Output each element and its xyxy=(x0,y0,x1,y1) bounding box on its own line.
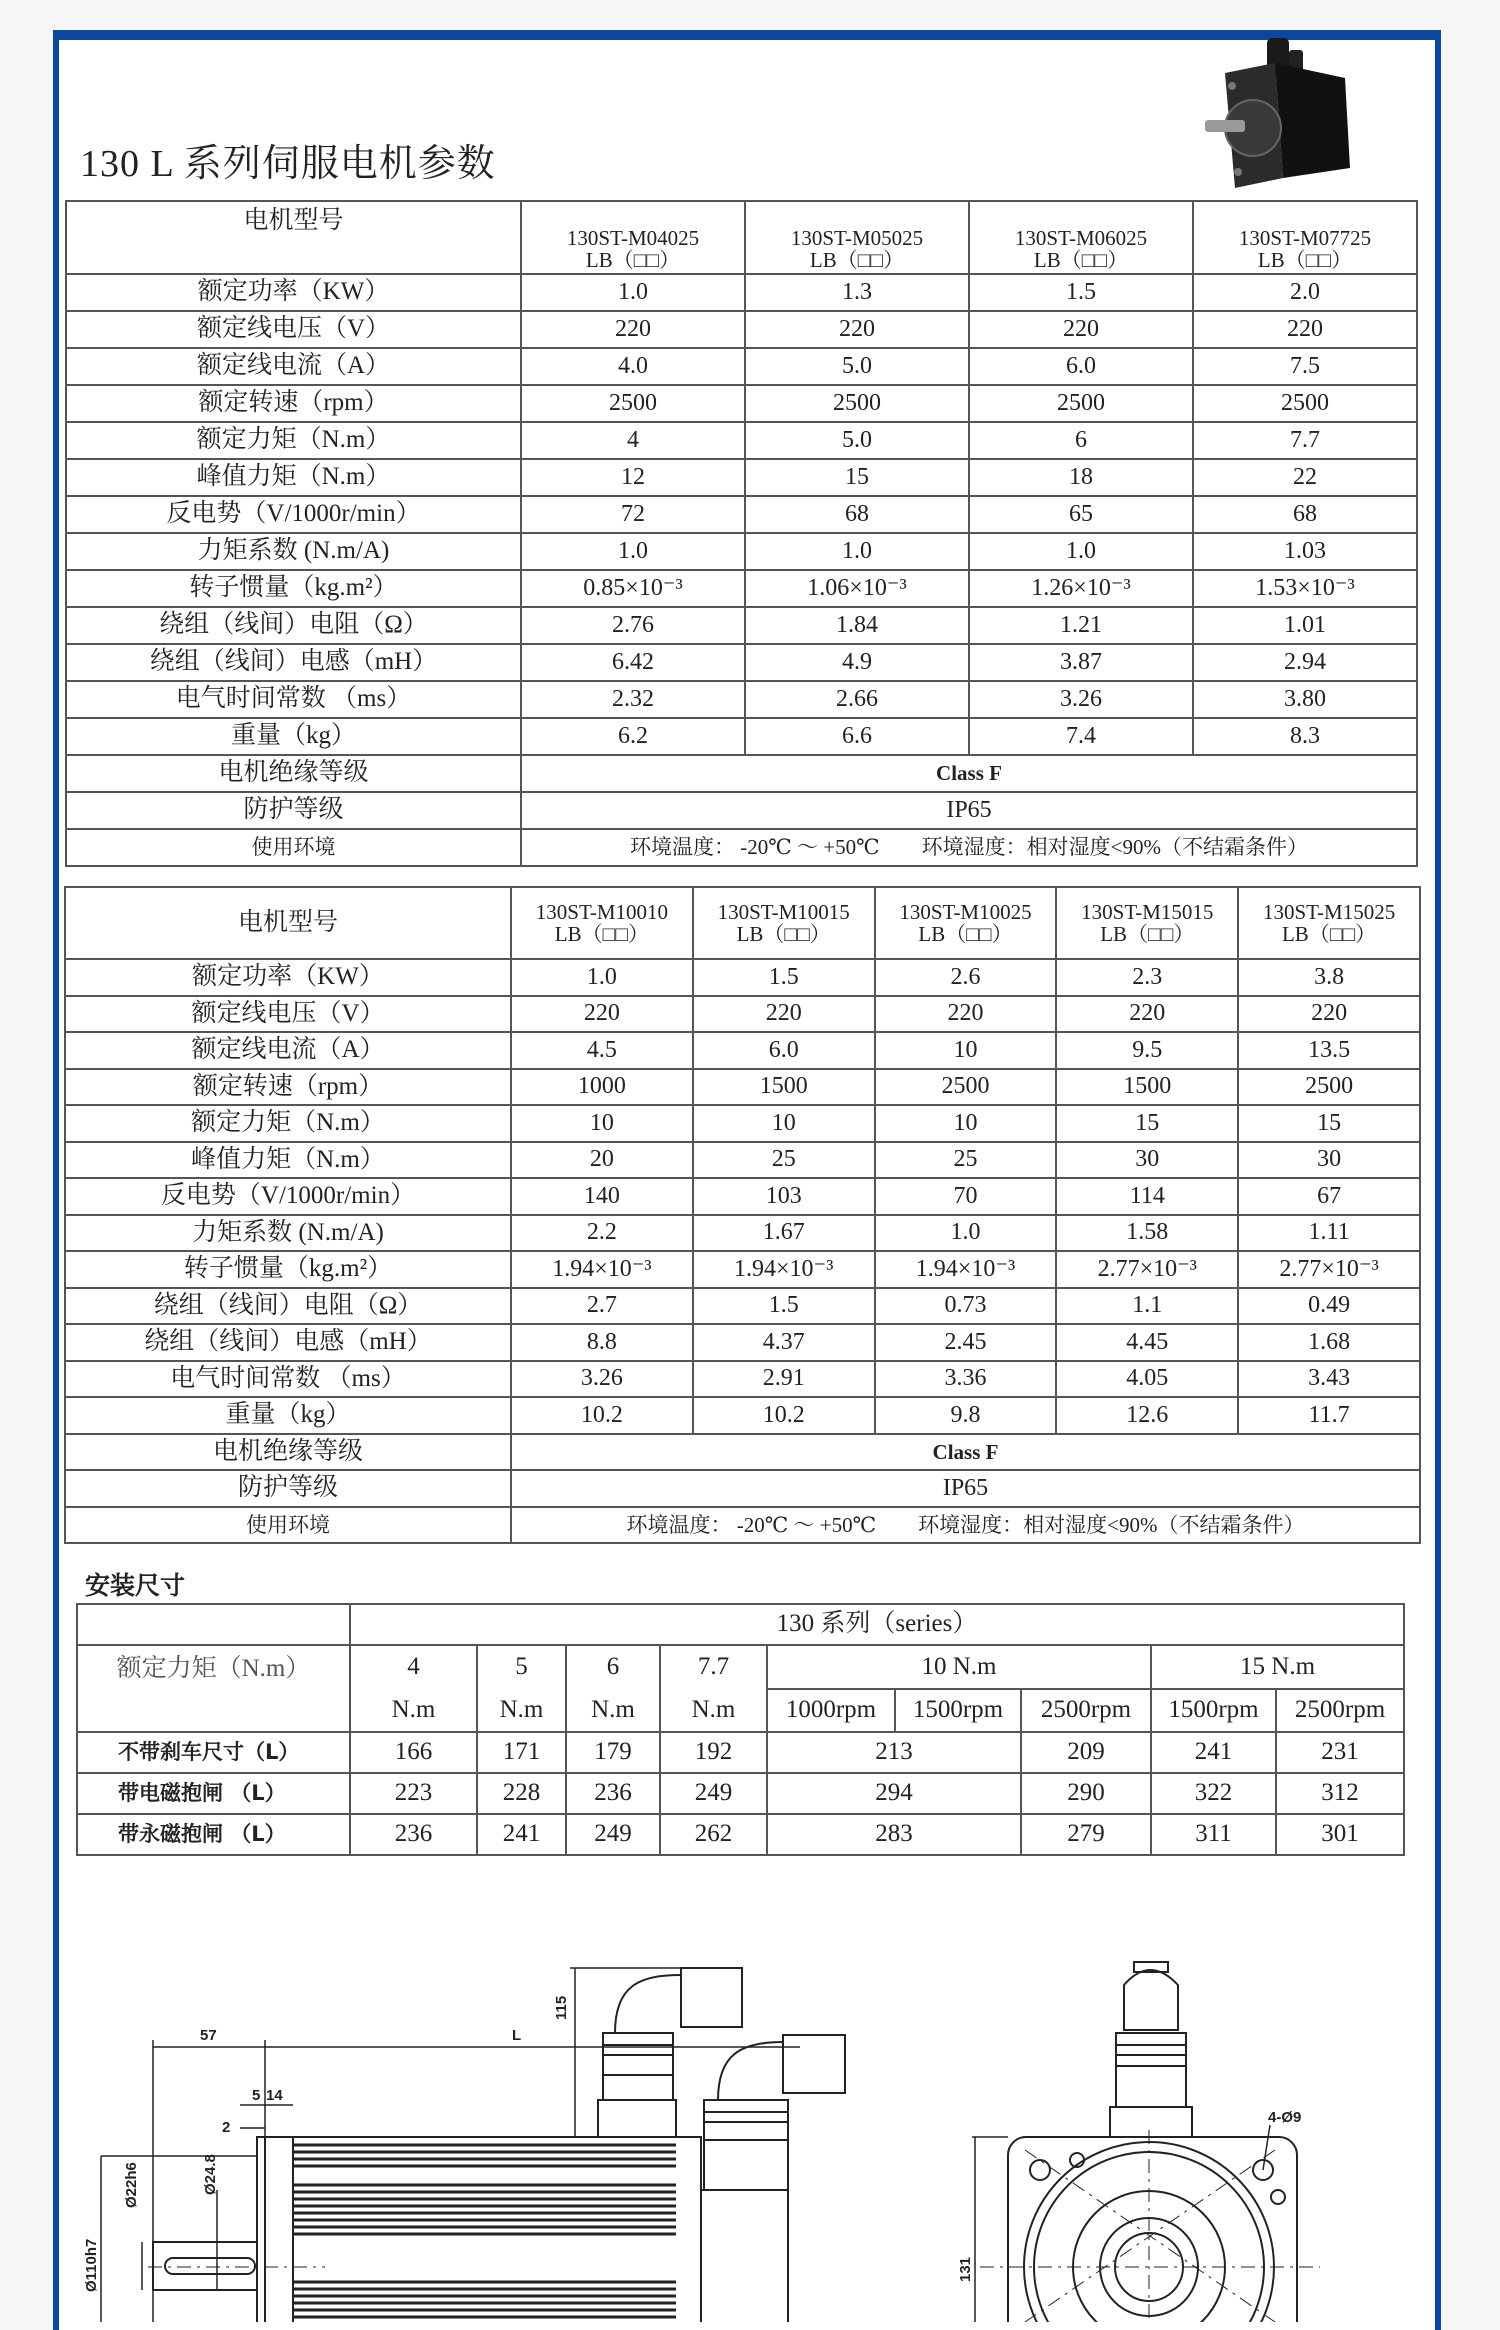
value-cell: 220 xyxy=(969,311,1193,348)
value-cell: 1.0 xyxy=(745,533,969,570)
value-cell: 3.80 xyxy=(1193,681,1417,718)
value-cell: 220 xyxy=(521,311,745,348)
value-cell: 2500 xyxy=(1193,385,1417,422)
value-cell: 2.45 xyxy=(875,1324,1057,1361)
value-cell: 209 xyxy=(1021,1732,1151,1773)
value-cell: 0.49 xyxy=(1238,1288,1420,1325)
value-cell: 236 xyxy=(566,1773,660,1814)
value-cell: 6.2 xyxy=(521,718,745,755)
value-cell: 2.66 xyxy=(745,681,969,718)
environment-label: 使用环境 xyxy=(66,829,521,866)
table-row xyxy=(65,1178,1420,1215)
model-name: 130ST-M06025 xyxy=(1014,225,1148,250)
protection-value: IP65 xyxy=(511,1470,1420,1507)
model-header-cell xyxy=(511,887,693,959)
value-cell: 30 xyxy=(1238,1142,1420,1179)
side-view-drawing xyxy=(101,1968,845,2322)
value-cell: 2500 xyxy=(969,385,1193,422)
dim-115: 115 xyxy=(553,1995,570,2020)
value-cell: 192 xyxy=(660,1732,767,1773)
value-cell: 1.94×10⁻³ xyxy=(693,1251,875,1288)
model-name: 130ST-M05025 xyxy=(790,225,924,250)
row-label: 电气时间常数 （ms） xyxy=(65,1361,511,1398)
value-cell: 10.2 xyxy=(511,1397,693,1434)
environment-value: 环境温度： -20℃ ～ +50℃ 环境湿度：相对湿度<90%（不结霜条件） xyxy=(521,829,1417,866)
value-cell: 9.5 xyxy=(1056,1032,1238,1069)
table-row xyxy=(66,385,1417,422)
value-cell: 15 xyxy=(1056,1105,1238,1142)
value-cell: 1.84 xyxy=(745,607,969,644)
table-row xyxy=(65,1397,1420,1434)
value-cell: 2.77×10⁻³ xyxy=(1238,1251,1420,1288)
value-cell: 220 xyxy=(745,311,969,348)
environment-row xyxy=(66,829,1417,866)
table-row xyxy=(65,1032,1420,1069)
value-cell: 0.73 xyxy=(875,1288,1057,1325)
dim-22h6: Ø22h6 xyxy=(123,2162,140,2208)
model-header-label: 电机型号 xyxy=(66,201,521,274)
torque-cell xyxy=(566,1645,660,1732)
row-label: 带永磁抱闸 （L） xyxy=(77,1814,350,1855)
row-label: 力矩系数 (N.m/A) xyxy=(65,1215,511,1252)
dim-5: 5 xyxy=(252,2087,261,2104)
dim-110h7: Ø110h7 xyxy=(83,2238,100,2292)
value-cell: 25 xyxy=(693,1142,875,1179)
value-cell: 0.85×10⁻³ xyxy=(521,570,745,607)
row-label: 额定力矩（N.m） xyxy=(66,422,521,459)
insulation-row xyxy=(65,1434,1420,1471)
value-cell: 4.45 xyxy=(1056,1324,1238,1361)
value-cell: 2.0 xyxy=(1193,274,1417,311)
value-cell: 3.43 xyxy=(1238,1361,1420,1398)
value-cell: 220 xyxy=(875,996,1057,1033)
model-header-cell xyxy=(1238,887,1420,959)
value-cell: 6.0 xyxy=(969,348,1193,385)
value-cell: 1.53×10⁻³ xyxy=(1193,570,1417,607)
value-cell: 166 xyxy=(350,1732,477,1773)
value-cell: 3.36 xyxy=(875,1361,1057,1398)
value-cell: 241 xyxy=(1151,1732,1276,1773)
value-cell: 262 xyxy=(660,1814,767,1855)
table-row xyxy=(66,718,1417,755)
row-label: 额定转速（rpm） xyxy=(66,385,521,422)
value-cell: 220 xyxy=(693,996,875,1033)
value-cell: 10.2 xyxy=(693,1397,875,1434)
value-cell: 10 xyxy=(511,1105,693,1142)
torque-unit: N.m xyxy=(499,1695,544,1723)
value-cell: 1000 xyxy=(511,1069,693,1106)
row-label: 带电磁抱闸 （L） xyxy=(77,1773,350,1814)
value-cell: 1.58 xyxy=(1056,1215,1238,1252)
value-cell: 220 xyxy=(1193,311,1417,348)
header-row xyxy=(66,201,1417,274)
value-cell: 171 xyxy=(477,1732,566,1773)
value-cell: 1.0 xyxy=(875,1215,1057,1252)
value-cell: 311 xyxy=(1151,1814,1276,1855)
value-cell: 283 xyxy=(767,1814,1021,1855)
row-label: 重量（kg） xyxy=(65,1397,511,1434)
model-header-cell xyxy=(1056,887,1238,959)
row-label: 电气时间常数 （ms） xyxy=(66,681,521,718)
table-row xyxy=(65,1069,1420,1106)
torque-cell xyxy=(660,1645,767,1732)
value-cell: 3.26 xyxy=(511,1361,693,1398)
model-name: 130ST-M07725 xyxy=(1238,225,1372,250)
model-suffix: LB（□□） xyxy=(1257,247,1353,272)
value-cell: 7.7 xyxy=(1193,422,1417,459)
value-cell: 294 xyxy=(767,1773,1021,1814)
torque-cell xyxy=(350,1645,477,1732)
model-name: 130ST-M10015 xyxy=(717,899,850,924)
dim-57: 57 xyxy=(200,2027,217,2044)
row-label: 反电势（V/1000r/min） xyxy=(66,496,521,533)
table-row xyxy=(65,1105,1420,1142)
value-cell: 4.0 xyxy=(521,348,745,385)
value-cell: 12.6 xyxy=(1056,1397,1238,1434)
value-cell: 7.4 xyxy=(969,718,1193,755)
value-cell: 8.8 xyxy=(511,1324,693,1361)
torque-label: 额定力矩（N.m） xyxy=(77,1645,350,1732)
value-cell: 114 xyxy=(1056,1178,1238,1215)
value-cell: 10 xyxy=(693,1105,875,1142)
row-label: 额定线电压（V） xyxy=(65,996,511,1033)
value-cell: 220 xyxy=(1056,996,1238,1033)
servo-motor-photo xyxy=(1205,38,1375,188)
value-cell: 10 xyxy=(875,1105,1057,1142)
row-label: 绕组（线间）电阻（Ω） xyxy=(66,607,521,644)
value-cell: 6.42 xyxy=(521,644,745,681)
value-cell: 11.7 xyxy=(1238,1397,1420,1434)
protection-row xyxy=(66,792,1417,829)
dim-2: 2 xyxy=(222,2119,231,2136)
table-row xyxy=(66,311,1417,348)
rpm-cell: 2500rpm xyxy=(1021,1689,1151,1733)
torque-row xyxy=(77,1645,1404,1689)
value-cell: 68 xyxy=(1193,496,1417,533)
value-cell: 1.01 xyxy=(1193,607,1417,644)
group-15nm: 15 N.m xyxy=(1151,1645,1404,1689)
model-name: 130ST-M10025 xyxy=(899,899,1032,924)
value-cell: 1.0 xyxy=(969,533,1193,570)
value-cell: 6.6 xyxy=(745,718,969,755)
value-cell: 2500 xyxy=(875,1069,1057,1106)
value-cell: 179 xyxy=(566,1732,660,1773)
spec-table-2 xyxy=(64,886,1421,1544)
insulation-row xyxy=(66,755,1417,792)
model-name: 130ST-M15015 xyxy=(1081,899,1214,924)
install-dimensions-table xyxy=(76,1603,1405,1856)
group-10nm: 10 N.m xyxy=(767,1645,1151,1689)
torque-cell xyxy=(477,1645,566,1732)
value-cell: 15 xyxy=(745,459,969,496)
model-header-cell xyxy=(969,201,1193,274)
value-cell: 103 xyxy=(693,1178,875,1215)
value-cell: 68 xyxy=(745,496,969,533)
model-suffix: LB（□□） xyxy=(736,922,831,946)
value-cell: 1.06×10⁻³ xyxy=(745,570,969,607)
model-header-cell xyxy=(693,887,875,959)
table-row xyxy=(66,496,1417,533)
table-row xyxy=(65,1215,1420,1252)
value-cell: 12 xyxy=(521,459,745,496)
value-cell: 2.77×10⁻³ xyxy=(1056,1251,1238,1288)
row-label: 重量（kg） xyxy=(66,718,521,755)
value-cell: 13.5 xyxy=(1238,1032,1420,1069)
row-label: 力矩系数 (N.m/A) xyxy=(66,533,521,570)
value-cell: 1500 xyxy=(1056,1069,1238,1106)
value-cell: 6.0 xyxy=(693,1032,875,1069)
table-row xyxy=(66,644,1417,681)
value-cell: 8.3 xyxy=(1193,718,1417,755)
value-cell: 5.0 xyxy=(745,348,969,385)
value-cell: 223 xyxy=(350,1773,477,1814)
row-label: 额定线电流（A） xyxy=(66,348,521,385)
row-label: 额定功率（KW） xyxy=(66,274,521,311)
value-cell: 1.0 xyxy=(521,533,745,570)
row-label: 额定线电流（A） xyxy=(65,1032,511,1069)
value-cell: 1.94×10⁻³ xyxy=(875,1251,1057,1288)
table-row xyxy=(65,1361,1420,1398)
model-header-cell xyxy=(745,201,969,274)
table-row xyxy=(77,1732,1404,1773)
table-row xyxy=(65,1142,1420,1179)
table-row xyxy=(65,959,1420,996)
value-cell: 301 xyxy=(1276,1814,1404,1855)
value-cell: 3.8 xyxy=(1238,959,1420,996)
row-label: 绕组（线间）电感（mH） xyxy=(66,644,521,681)
model-name: 130ST-M15025 xyxy=(1262,899,1396,924)
value-cell: 65 xyxy=(969,496,1193,533)
model-suffix: LB（□□） xyxy=(1100,922,1195,946)
value-cell: 67 xyxy=(1238,1178,1420,1215)
value-cell: 2.94 xyxy=(1193,644,1417,681)
value-cell: 290 xyxy=(1021,1773,1151,1814)
value-cell: 30 xyxy=(1056,1142,1238,1179)
model-name: 130ST-M04025 xyxy=(566,225,700,250)
value-cell: 241 xyxy=(477,1814,566,1855)
value-cell: 2500 xyxy=(1238,1069,1420,1106)
header-row xyxy=(65,887,1420,959)
value-cell: 228 xyxy=(477,1773,566,1814)
value-cell: 249 xyxy=(566,1814,660,1855)
value-cell: 4.05 xyxy=(1056,1361,1238,1398)
table-row xyxy=(66,348,1417,385)
value-cell: 70 xyxy=(875,1178,1057,1215)
value-cell: 2.3 xyxy=(1056,959,1238,996)
value-cell: 20 xyxy=(511,1142,693,1179)
value-cell: 72 xyxy=(521,496,745,533)
environment-row xyxy=(65,1507,1420,1544)
value-cell: 231 xyxy=(1276,1732,1404,1773)
protection-value: IP65 xyxy=(521,792,1417,829)
row-label: 转子惯量（kg.m²） xyxy=(66,570,521,607)
table-row xyxy=(65,1251,1420,1288)
protection-row xyxy=(65,1470,1420,1507)
value-cell: 6 xyxy=(969,422,1193,459)
value-cell: 22 xyxy=(1193,459,1417,496)
value-cell: 249 xyxy=(660,1773,767,1814)
model-header-label: 电机型号 xyxy=(65,887,511,959)
value-cell: 2.32 xyxy=(521,681,745,718)
rpm-cell: 1500rpm xyxy=(1151,1689,1276,1733)
value-cell: 4.9 xyxy=(745,644,969,681)
value-cell: 1.5 xyxy=(693,959,875,996)
model-header-cell xyxy=(875,887,1057,959)
model-suffix: LB（□□） xyxy=(809,247,905,272)
row-label: 不带刹车尺寸（L） xyxy=(77,1732,350,1773)
value-cell: 2500 xyxy=(521,385,745,422)
model-suffix: LB（□□） xyxy=(918,922,1013,946)
model-name: 130ST-M10010 xyxy=(535,899,669,924)
value-cell: 140 xyxy=(511,1178,693,1215)
value-cell: 2.76 xyxy=(521,607,745,644)
value-cell: 4.5 xyxy=(511,1032,693,1069)
value-cell: 1.1 xyxy=(1056,1288,1238,1325)
value-cell: 1.03 xyxy=(1193,533,1417,570)
value-cell: 5.0 xyxy=(745,422,969,459)
table-row xyxy=(65,1324,1420,1361)
value-cell: 1.3 xyxy=(745,274,969,311)
value-cell: 279 xyxy=(1021,1814,1151,1855)
value-cell: 1.0 xyxy=(511,959,693,996)
value-cell: 220 xyxy=(1238,996,1420,1033)
value-cell: 2.91 xyxy=(693,1361,875,1398)
dimension-drawing xyxy=(0,1880,1500,2322)
table-row xyxy=(66,459,1417,496)
install-dimensions-title: 安装尺寸 xyxy=(85,1571,186,1600)
torque-unit: N.m xyxy=(691,1695,736,1723)
protection-label: 防护等级 xyxy=(66,792,521,829)
model-suffix: LB（□□） xyxy=(1033,247,1129,272)
value-cell: 1.0 xyxy=(521,274,745,311)
rpm-cell: 1500rpm xyxy=(895,1689,1021,1733)
protection-label: 防护等级 xyxy=(65,1470,511,1507)
row-label: 额定功率（KW） xyxy=(65,959,511,996)
environment-label: 使用环境 xyxy=(65,1507,511,1544)
value-cell: 213 xyxy=(767,1732,1021,1773)
row-label: 峰值力矩（N.m） xyxy=(66,459,521,496)
value-cell: 10 xyxy=(875,1032,1057,1069)
table-row xyxy=(65,1288,1420,1325)
row-label: 转子惯量（kg.m²） xyxy=(65,1251,511,1288)
value-cell: 2.6 xyxy=(875,959,1057,996)
value-cell: 1.5 xyxy=(693,1288,875,1325)
model-header-cell xyxy=(521,201,745,274)
value-cell: 3.26 xyxy=(969,681,1193,718)
value-cell: 15 xyxy=(1238,1105,1420,1142)
value-cell: 1.21 xyxy=(969,607,1193,644)
blank-cell xyxy=(77,1604,350,1645)
value-cell: 9.8 xyxy=(875,1397,1057,1434)
row-label: 额定线电压（V） xyxy=(66,311,521,348)
page-title: 130 L 系列伺服电机参数 xyxy=(80,143,496,185)
value-cell: 236 xyxy=(350,1814,477,1855)
model-suffix: LB（□□） xyxy=(554,922,649,946)
torque-value: 7.7 xyxy=(697,1653,730,1680)
value-cell: 1500 xyxy=(693,1069,875,1106)
spec-table-1 xyxy=(65,200,1418,867)
torque-unit: N.m xyxy=(391,1695,436,1723)
torque-unit: N.m xyxy=(591,1695,635,1723)
torque-value: 4 xyxy=(407,1653,420,1680)
value-cell: 1.11 xyxy=(1238,1215,1420,1252)
rpm-cell: 2500rpm xyxy=(1276,1689,1404,1733)
environment-value: 环境温度： -20℃ ～ +50℃ 环境湿度：相对湿度<90%（不结霜条件） xyxy=(511,1507,1420,1544)
table-row xyxy=(66,681,1417,718)
insulation-label: 电机绝缘等级 xyxy=(65,1434,511,1471)
value-cell: 7.5 xyxy=(1193,348,1417,385)
insulation-label: 电机绝缘等级 xyxy=(66,755,521,792)
value-cell: 220 xyxy=(511,996,693,1033)
value-cell: 4 xyxy=(521,422,745,459)
row-label: 绕组（线间）电阻（Ω） xyxy=(65,1288,511,1325)
table-row xyxy=(66,607,1417,644)
dim-shaft-dia: Ø24.8 xyxy=(202,2154,219,2195)
value-cell: 312 xyxy=(1276,1773,1404,1814)
value-cell: 1.68 xyxy=(1238,1324,1420,1361)
table-row xyxy=(77,1773,1404,1814)
dim-131: 131 xyxy=(957,2256,974,2282)
rpm-cell: 1000rpm xyxy=(767,1689,895,1733)
value-cell: 1.67 xyxy=(693,1215,875,1252)
row-label: 额定力矩（N.m） xyxy=(65,1105,511,1142)
cooling-fins xyxy=(293,2145,676,2317)
torque-value: 5 xyxy=(515,1653,528,1680)
model-suffix: LB（□□） xyxy=(1281,922,1377,946)
value-cell: 18 xyxy=(969,459,1193,496)
series-label: 130 系列（series） xyxy=(350,1604,1404,1645)
value-cell: 2500 xyxy=(745,385,969,422)
value-cell: 4.37 xyxy=(693,1324,875,1361)
model-header-cell xyxy=(1193,201,1417,274)
row-label: 反电势（V/1000r/min） xyxy=(65,1178,511,1215)
row-label: 峰值力矩（N.m） xyxy=(65,1142,511,1179)
dim-holes: 4-Ø9 xyxy=(1268,2109,1302,2126)
table-row xyxy=(77,1814,1404,1855)
value-cell: 3.87 xyxy=(969,644,1193,681)
torque-value: 6 xyxy=(606,1653,620,1680)
table-row xyxy=(65,996,1420,1033)
table-row xyxy=(66,274,1417,311)
series-row xyxy=(77,1604,1404,1645)
dim-L: L xyxy=(512,2027,522,2044)
value-cell: 25 xyxy=(875,1142,1057,1179)
table-row xyxy=(66,570,1417,607)
model-suffix: LB（□□） xyxy=(585,247,681,272)
value-cell: 1.94×10⁻³ xyxy=(511,1251,693,1288)
insulation-value: Class F xyxy=(511,1434,1420,1471)
row-label: 额定转速（rpm） xyxy=(65,1069,511,1106)
dim-14: 14 xyxy=(266,2087,283,2104)
row-label: 绕组（线间）电感（mH） xyxy=(65,1324,511,1361)
insulation-value: Class F xyxy=(521,755,1417,792)
front-view-drawing xyxy=(972,1962,1320,2322)
table-row xyxy=(66,422,1417,459)
value-cell: 2.7 xyxy=(511,1288,693,1325)
table-row xyxy=(66,533,1417,570)
value-cell: 322 xyxy=(1151,1773,1276,1814)
value-cell: 1.5 xyxy=(969,274,1193,311)
value-cell: 1.26×10⁻³ xyxy=(969,570,1193,607)
value-cell: 2.2 xyxy=(511,1215,693,1252)
